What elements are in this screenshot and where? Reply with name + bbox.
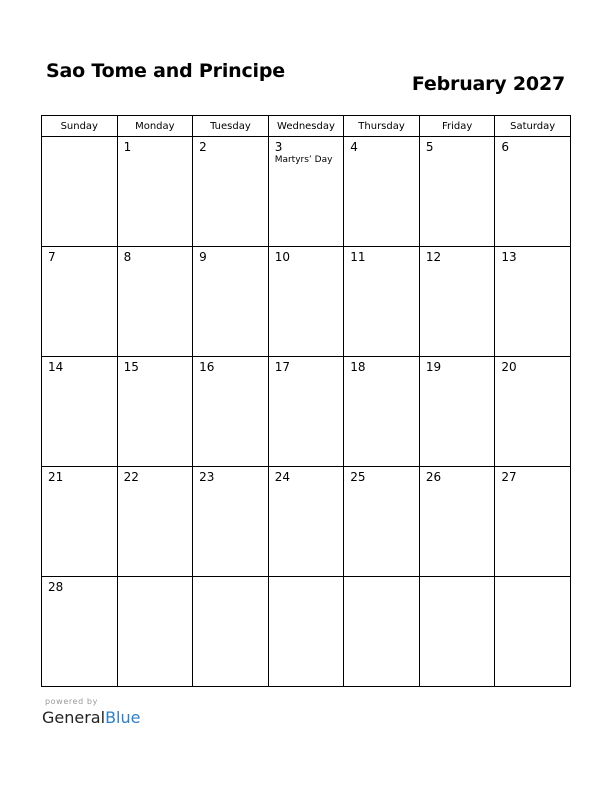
day-number: 1 bbox=[123, 140, 132, 154]
calendar-day-cell bbox=[495, 467, 571, 577]
day-number: 3 bbox=[274, 140, 283, 154]
calendar-week-row bbox=[42, 577, 571, 687]
day-number: 11 bbox=[350, 250, 366, 264]
day-number: 17 bbox=[274, 360, 290, 374]
calendar-day-cell bbox=[344, 247, 420, 357]
day-number: 15 bbox=[123, 360, 139, 374]
calendar-day-cell bbox=[193, 137, 269, 247]
calendar-day-cell bbox=[42, 467, 118, 577]
generalblue-logo bbox=[42, 708, 140, 728]
day-number: 22 bbox=[123, 470, 139, 484]
calendar-day-cell bbox=[193, 357, 269, 467]
calendar-day-cell bbox=[193, 467, 269, 577]
day-number: 5 bbox=[425, 140, 434, 154]
weekday-header-row bbox=[42, 116, 571, 137]
calendar-day-cell bbox=[344, 467, 420, 577]
calendar-day-cell bbox=[117, 357, 193, 467]
calendar-day-cell bbox=[42, 577, 118, 687]
day-number: 16 bbox=[199, 360, 215, 374]
weekday-header: Sunday bbox=[42, 116, 118, 137]
calendar-day-cell bbox=[495, 577, 571, 687]
brand-general-text: General bbox=[42, 708, 106, 727]
weekday-header: Wednesday bbox=[268, 116, 344, 137]
calendar-day-cell bbox=[117, 247, 193, 357]
calendar-day-cell bbox=[42, 137, 118, 247]
day-number: 28 bbox=[48, 580, 64, 594]
calendar-week-row bbox=[42, 357, 571, 467]
weekday-header: Thursday bbox=[344, 116, 420, 137]
calendar-day-cell bbox=[419, 137, 495, 247]
day-number: 21 bbox=[48, 470, 64, 484]
calendar-day-cell bbox=[268, 357, 344, 467]
calendar-day-cell bbox=[117, 577, 193, 687]
calendar-day-cell bbox=[419, 577, 495, 687]
weekday-header: Saturday bbox=[495, 116, 571, 137]
calendar-day-cell bbox=[193, 247, 269, 357]
weekday-header: Friday bbox=[419, 116, 495, 137]
day-number: 24 bbox=[274, 470, 290, 484]
calendar-day-cell bbox=[344, 357, 420, 467]
calendar-day-cell bbox=[117, 137, 193, 247]
day-number: 12 bbox=[425, 250, 442, 264]
day-number: 26 bbox=[425, 470, 442, 484]
calendar-day-cell bbox=[419, 357, 495, 467]
calendar-day-cell bbox=[419, 467, 495, 577]
calendar-day-cell bbox=[117, 467, 193, 577]
calendar-day-cell bbox=[42, 247, 118, 357]
calendar-week-row bbox=[42, 467, 571, 577]
calendar-day-cell bbox=[344, 137, 420, 247]
country-title: Sao Tome and Principe bbox=[46, 60, 285, 82]
calendar-day-cell bbox=[268, 467, 344, 577]
day-number: 19 bbox=[425, 360, 442, 374]
calendar-day-cell bbox=[193, 577, 269, 687]
day-number: 8 bbox=[123, 250, 132, 264]
month-title: February 2027 bbox=[411, 73, 565, 95]
day-number: 27 bbox=[501, 470, 517, 484]
powered-by-label: powered by bbox=[45, 697, 98, 706]
calendar-day-cell bbox=[268, 137, 344, 247]
day-number: 13 bbox=[501, 250, 517, 264]
holiday-label: Martyrs’ Day bbox=[274, 155, 333, 165]
day-number: 14 bbox=[48, 360, 64, 374]
calendar-day-cell bbox=[268, 577, 344, 687]
weekday-header: Tuesday bbox=[193, 116, 269, 137]
calendar-day-cell bbox=[344, 577, 420, 687]
weekday-header: Monday bbox=[117, 116, 193, 137]
day-number: 6 bbox=[501, 140, 510, 154]
calendar-grid bbox=[41, 115, 571, 687]
day-number: 9 bbox=[199, 250, 207, 264]
calendar-week-row bbox=[42, 247, 571, 357]
day-number: 25 bbox=[350, 470, 366, 484]
calendar-day-cell bbox=[419, 247, 495, 357]
brand-blue-text: Blue bbox=[105, 708, 141, 727]
day-number: 18 bbox=[350, 360, 366, 374]
calendar-day-cell bbox=[495, 357, 571, 467]
calendar-week-row bbox=[42, 137, 571, 247]
calendar-day-cell bbox=[42, 357, 118, 467]
day-number: 10 bbox=[274, 250, 290, 264]
calendar-day-cell bbox=[268, 247, 344, 357]
day-number: 2 bbox=[199, 140, 207, 154]
day-number: 20 bbox=[501, 360, 517, 374]
calendar-day-cell bbox=[495, 247, 571, 357]
day-number: 7 bbox=[48, 250, 56, 264]
day-number: 4 bbox=[350, 140, 358, 154]
calendar-day-cell bbox=[495, 137, 571, 247]
calendar-body bbox=[42, 137, 571, 687]
day-number: 23 bbox=[199, 470, 215, 484]
